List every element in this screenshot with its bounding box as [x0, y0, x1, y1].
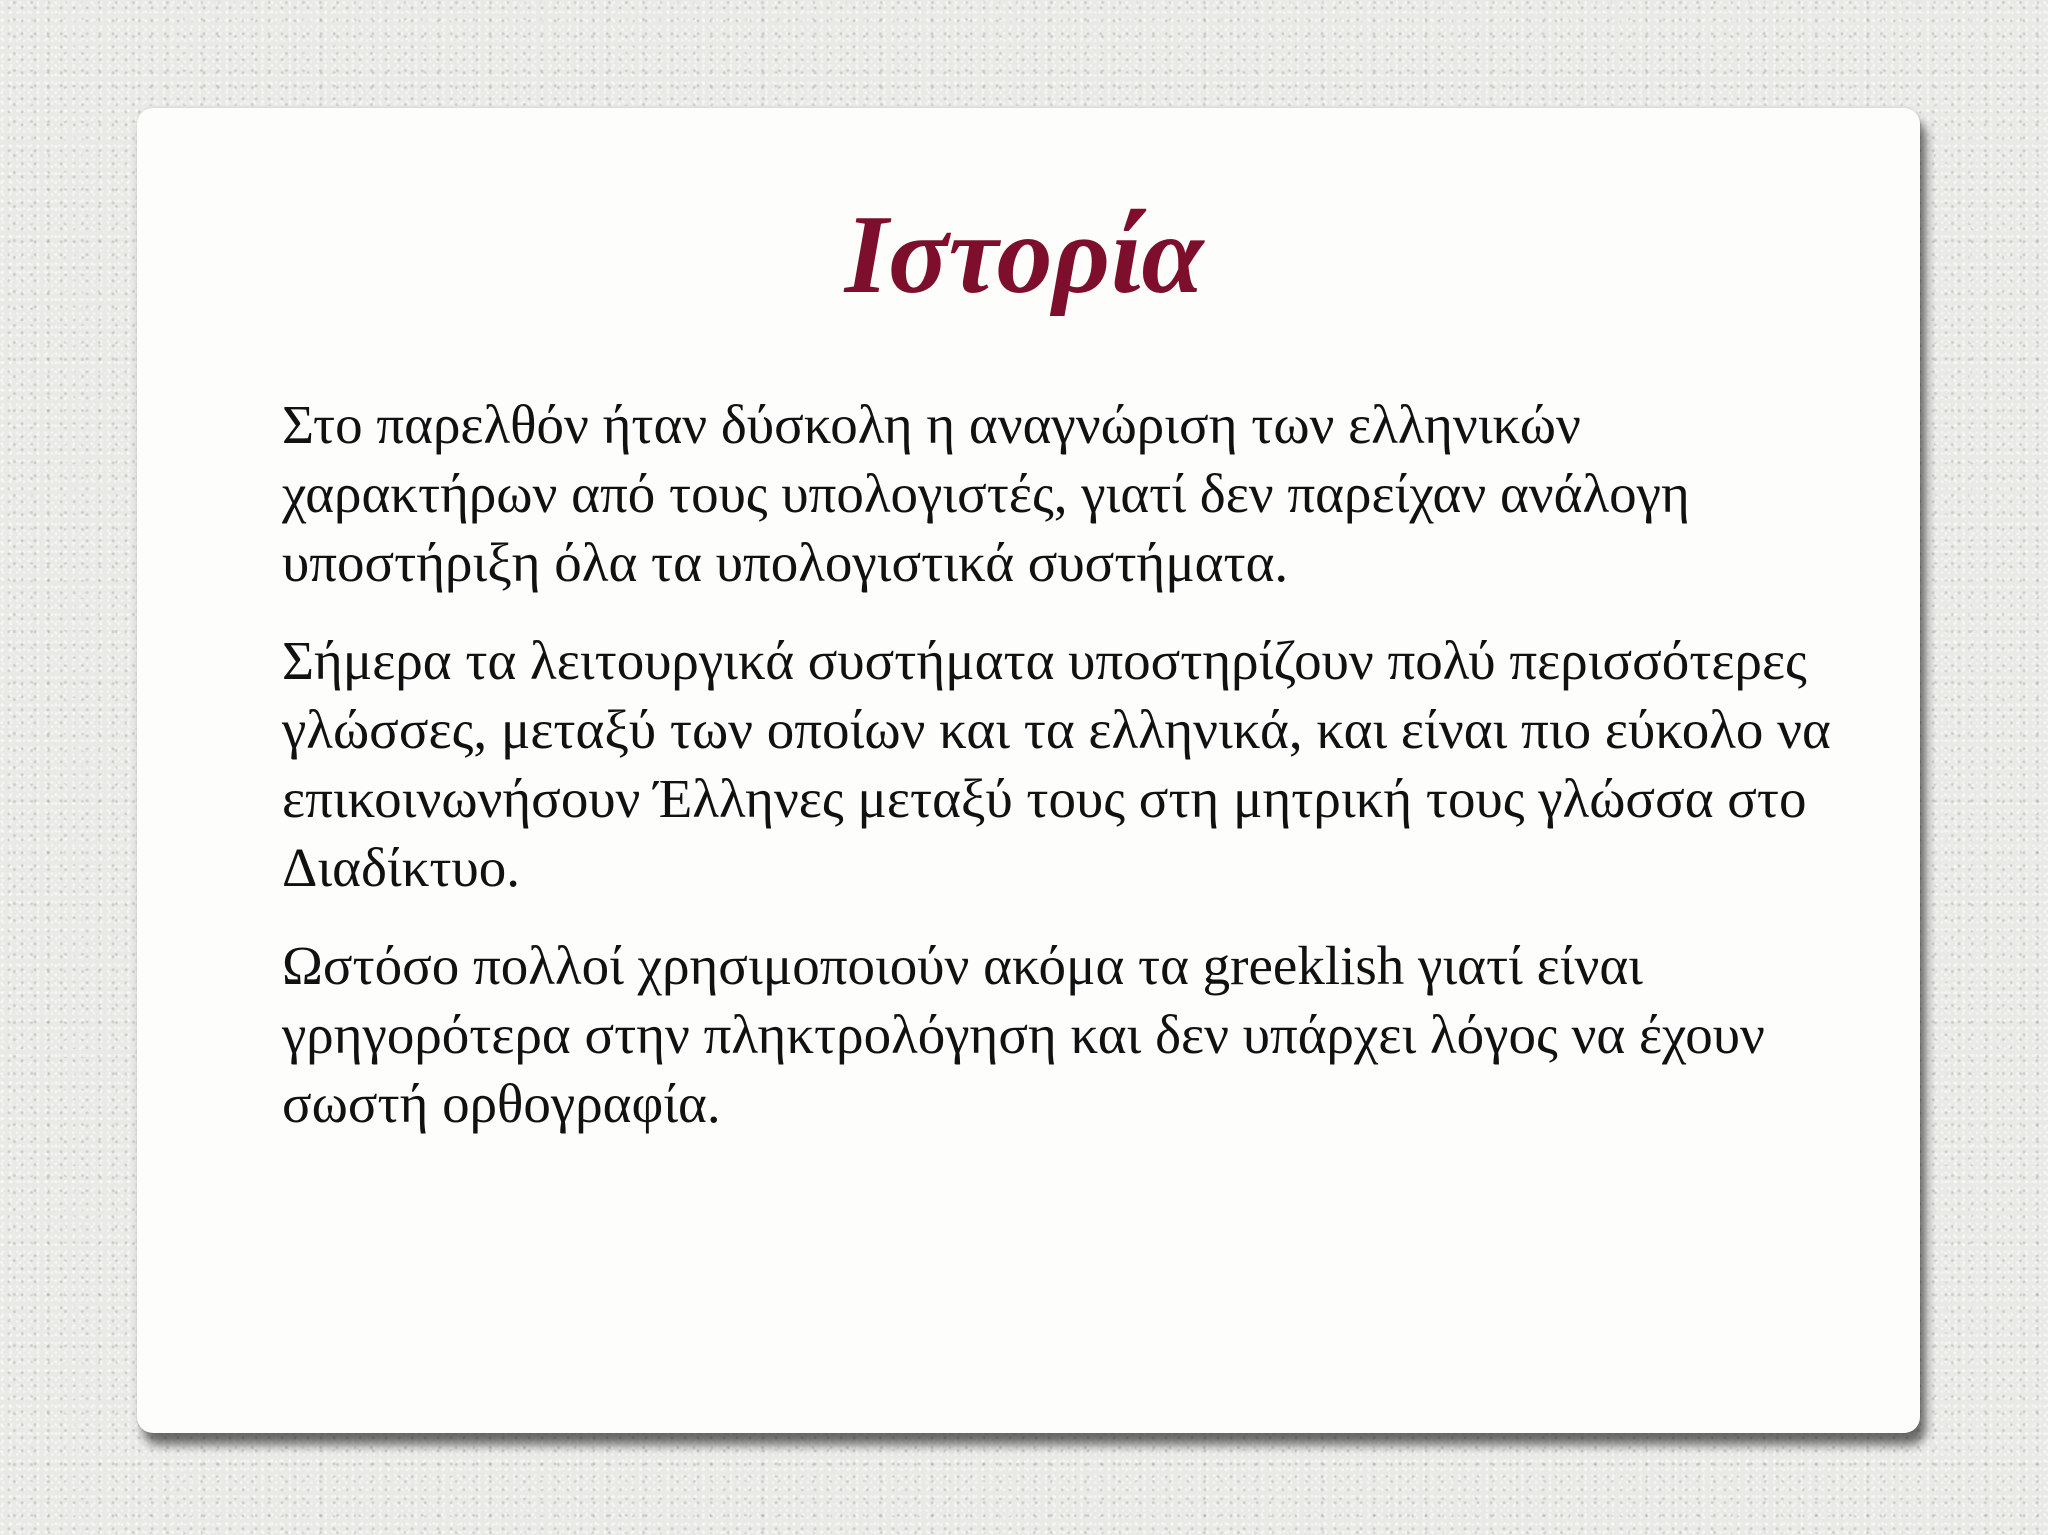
paragraph-greeklish: Ωστόσο πολλοί χρησιμοποιούν ακόμα τα greeklish γιατί είναι γρηγορότερα στην πληκτρολόγηση και δεν υπάρχει λόγος να έχουν σωστή ορθογραφία.: [282, 935, 1765, 1134]
paragraph-today: Σήμερα τα λειτουργικά συστήματα υποστηρίζουν πολύ περισσότερες γλώσσες, μεταξύ των οποίων και τα ελληνικά, και είναι πιο εύκολο να επικοινωνήσουν Έλληνες μεταξύ τους στη μητρική τους γλώσσα στο Διαδίκτυο.: [282, 630, 1831, 898]
slide-body: [282, 390, 1832, 1167]
slide-title: Ιστορία: [844, 193, 1204, 317]
paragraph-past: Στο παρελθόν ήταν δύσκολη η αναγνώριση των ελληνικών χαρακτήρων από τους υπολογιστές, γιατί δεν παρείχαν ανάλογη υποστήριξη όλα τα υπολογιστικά συστήματα.: [282, 394, 1690, 593]
